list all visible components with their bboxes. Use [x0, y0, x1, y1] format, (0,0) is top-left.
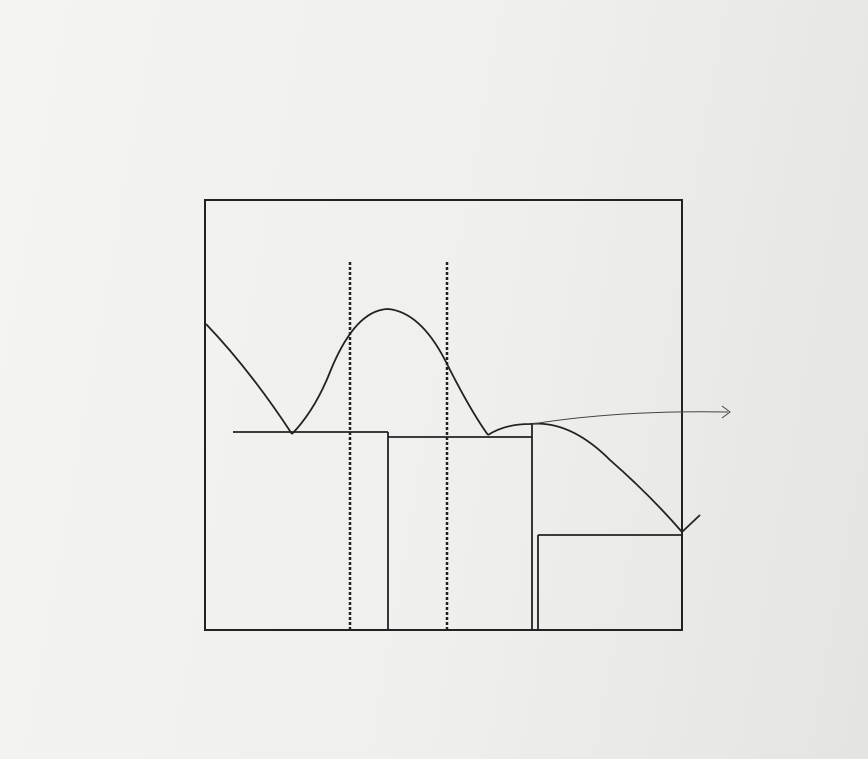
pencil-extension [682, 515, 700, 532]
liquidus-beta-right [488, 424, 682, 532]
pencil-arrow-line [532, 412, 728, 424]
phase-boundaries [206, 309, 700, 630]
liquidus-dome [292, 309, 488, 435]
liquidus-alpha-left [206, 324, 292, 434]
